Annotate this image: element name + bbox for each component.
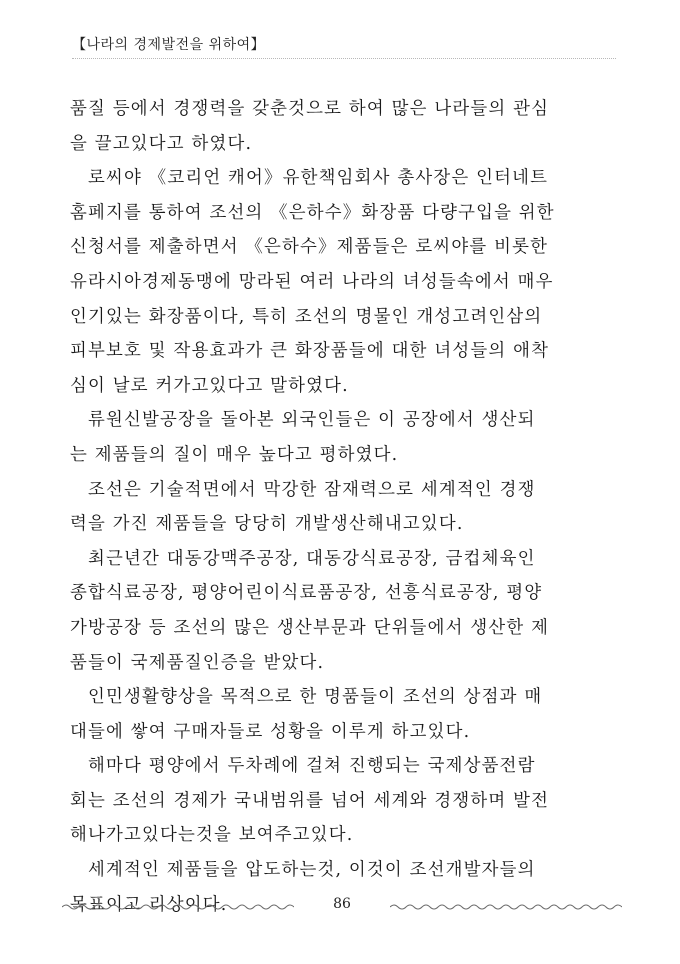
footer-ornament-left xyxy=(62,902,294,912)
text-line: 대들에 쌓여 구매자들로 성황을 이루게 하고있다. xyxy=(70,721,471,742)
header-divider xyxy=(72,58,616,59)
text-line: 품질 등에서 경쟁력을 갖춘것으로 하여 많은 나라들의 관심 xyxy=(70,99,550,119)
text-line: 해나가고있다는것을 보여주고있다. xyxy=(70,825,354,846)
text-line: 조선은 기술적면에서 막강한 잠재력으로 세계적인 경쟁 xyxy=(88,479,536,500)
text-line: 피부보호 및 작용효과가 큰 화장품들에 대한 녀성들의 애착 xyxy=(70,341,550,362)
paragraph xyxy=(70,161,615,403)
body-text xyxy=(70,92,615,922)
text-line: 는 제품들의 질이 매우 높다고 평하였다. xyxy=(70,444,399,465)
text-line: 류원신발공장을 돌아본 외국인들은 이 공장에서 생산되 xyxy=(88,410,536,431)
paragraph xyxy=(70,403,615,472)
text-line: 인기있는 화장품이다, 특히 조선의 명물인 개성고려인삼의 xyxy=(70,306,543,327)
text-line: 종합식료공장, 평양어린이식료품공장, 선흥식료공장, 평양 xyxy=(70,583,543,604)
text-line: 력을 가진 제품들을 당당히 개발생산해내고있다. xyxy=(70,514,464,535)
paragraph xyxy=(70,542,615,680)
paragraph xyxy=(70,92,615,161)
text-line: 회는 조선의 경제가 국내범위를 넘어 세계와 경쟁하며 발전 xyxy=(70,790,550,811)
text-line: 가방공장 등 조선의 많은 생산부문과 단위들에서 생산한 제 xyxy=(70,617,550,638)
text-line: 인민생활향상을 목적으로 한 명품들이 조선의 상점과 매 xyxy=(88,687,543,708)
page-footer xyxy=(62,896,622,918)
paragraph xyxy=(70,473,615,542)
text-line: 로씨야 《코리언 캐어》유한책임회사 총사장은 인터네트 xyxy=(88,168,549,189)
text-line: 품들이 국제품질인증을 받았다. xyxy=(70,652,325,673)
page-number: 86 xyxy=(333,896,351,912)
text-line: 목표이고 리상이다. xyxy=(70,894,228,915)
text-line: 신청서를 제출하면서 《은하수》제품들은 로씨야를 비롯한 xyxy=(70,237,549,258)
text-line: 유라시아경제동맹에 망라된 여러 나라의 녀성들속에서 매우 xyxy=(70,271,554,292)
paragraph xyxy=(70,749,615,853)
text-line: 을 끌고있다고 하였다. xyxy=(70,133,253,154)
text-line: 심이 날로 커가고있다고 말하였다. xyxy=(70,375,349,396)
running-header: 【나라의 경제발전을 위하여】 xyxy=(72,37,266,53)
text-line: 최근년간 대동강맥주공장, 대동강식료공장, 금컵체육인 xyxy=(88,548,536,569)
text-line: 해마다 평양에서 두차례에 걸쳐 진행되는 국제상품전람 xyxy=(88,756,536,777)
text-line: 세계적인 제품들을 압도하는것, 이것이 조선개발자들의 xyxy=(88,860,536,881)
footer-ornament-right xyxy=(390,902,622,912)
text-line: 홈페지를 통하여 조선의 《은하수》화장품 다량구입을 위한 xyxy=(70,202,555,223)
paragraph xyxy=(70,680,615,749)
